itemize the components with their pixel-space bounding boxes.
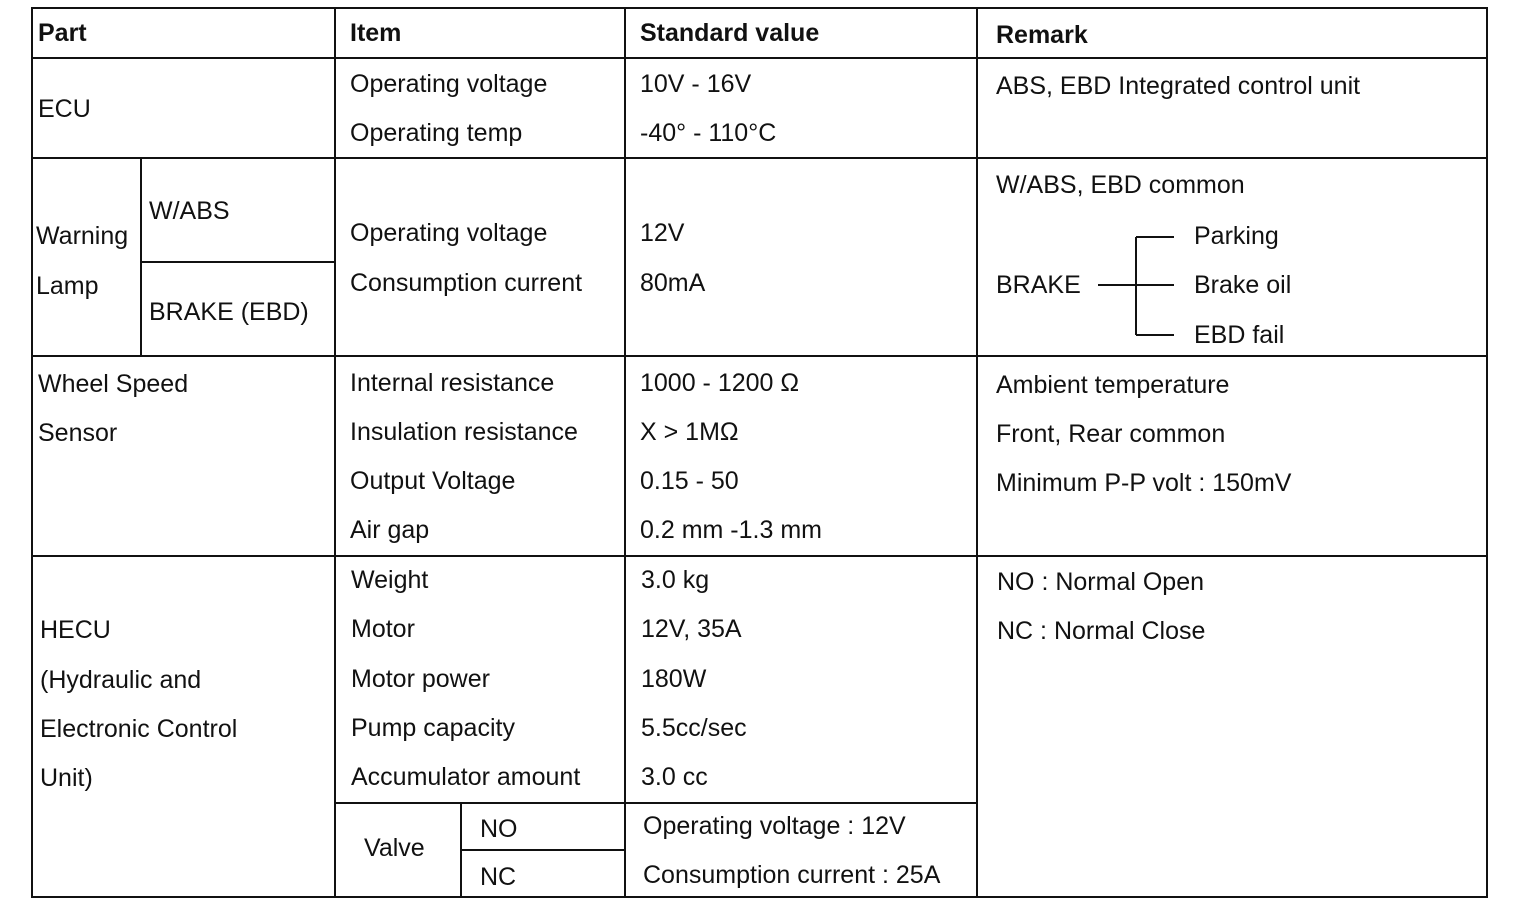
lamp-sub-brake: BRAKE (EBD) — [149, 298, 309, 326]
header-part: Part — [38, 19, 87, 47]
header-item: Item — [350, 19, 402, 47]
hecu-valve-value: Consumption current : 25A — [643, 861, 941, 889]
hecu-part-line: Unit) — [40, 764, 93, 792]
sensor-value: 0.15 - 50 — [640, 467, 739, 495]
ecu-item: Operating voltage — [350, 70, 548, 98]
sensor-value: X > 1MΩ — [640, 418, 739, 446]
lamp-remark-common: W/ABS, EBD common — [996, 171, 1245, 199]
hecu-item: Weight — [351, 566, 429, 594]
lamp-value: 12V — [640, 219, 685, 247]
border-top — [31, 7, 1488, 9]
header-standard-value: Standard value — [640, 19, 820, 47]
sensor-item: Internal resistance — [350, 369, 555, 397]
hecu-part-line: (Hydraulic and — [40, 666, 202, 694]
lamp-sub-row-line — [140, 261, 336, 263]
col-line-remark — [976, 7, 978, 898]
sensor-item: Insulation resistance — [350, 418, 578, 446]
hecu-valve-nc: NC — [480, 863, 517, 891]
sensor-item: Air gap — [350, 516, 430, 544]
lamp-remark-branch-ebd-fail: EBD fail — [1194, 321, 1285, 349]
hecu-value: 180W — [641, 665, 707, 693]
ecu-remark: ABS, EBD Integrated control unit — [996, 72, 1361, 100]
lamp-item: Consumption current — [350, 269, 583, 297]
hecu-valve-no: NO — [480, 815, 518, 843]
valve-no-nc-line — [460, 849, 626, 851]
lamp-part-line2: Lamp — [36, 272, 99, 300]
hecu-value: 3.0 cc — [641, 763, 708, 791]
sensor-item: Output Voltage — [350, 467, 516, 495]
lamp-value: 80mA — [640, 269, 706, 297]
hecu-value: 5.5cc/sec — [641, 714, 747, 742]
col-line-value — [624, 7, 626, 898]
lamp-part-line1: Warning — [36, 222, 129, 250]
sensor-part-line1: Wheel Speed — [38, 370, 189, 398]
ecu-part: ECU — [38, 95, 91, 123]
hecu-remark: NO : Normal Open — [997, 568, 1205, 596]
border-left — [31, 7, 33, 898]
ecu-value: 10V - 16V — [640, 70, 752, 98]
hecu-item: Motor power — [351, 665, 490, 693]
hecu-item: Pump capacity — [351, 714, 515, 742]
hecu-item: Motor — [351, 615, 415, 643]
lamp-item: Operating voltage — [350, 219, 548, 247]
row-line-ecu — [31, 157, 1488, 159]
lamp-sub-wabs: W/ABS — [149, 197, 230, 225]
hecu-valve-value: Operating voltage : 12V — [643, 812, 906, 840]
header-remark: Remark — [996, 21, 1088, 49]
lamp-remark-brake: BRAKE — [996, 271, 1081, 299]
sensor-remark: Ambient temperature — [996, 371, 1230, 399]
sensor-remark: Minimum P-P volt : 150mV — [996, 469, 1292, 497]
sensor-remark: Front, Rear common — [996, 420, 1226, 448]
sensor-part-line2: Sensor — [38, 419, 118, 447]
sensor-value: 1000 - 1200 Ω — [640, 369, 800, 397]
row-line-header — [31, 57, 1488, 59]
hecu-part-line: HECU — [40, 616, 111, 644]
hecu-value: 3.0 kg — [641, 566, 710, 594]
valve-top-line — [334, 802, 978, 804]
ecu-value: -40° - 110°C — [640, 119, 777, 147]
hecu-value: 12V, 35A — [641, 615, 742, 643]
hecu-valve-label: Valve — [364, 834, 425, 862]
row-line-lamp — [31, 355, 1488, 357]
brake-branch-diagram — [1090, 225, 1180, 345]
hecu-part-line: Electronic Control — [40, 715, 238, 743]
ecu-item: Operating temp — [350, 119, 523, 147]
sensor-value: 0.2 mm -1.3 mm — [640, 516, 822, 544]
col-line-item — [334, 7, 336, 898]
hecu-item: Accumulator amount — [351, 763, 581, 791]
lamp-sub-divider — [140, 157, 142, 357]
hecu-remark: NC : Normal Close — [997, 617, 1206, 645]
lamp-remark-branch-parking: Parking — [1194, 222, 1279, 250]
border-bottom — [31, 896, 1488, 898]
lamp-remark-branch-brake-oil: Brake oil — [1194, 271, 1292, 299]
border-right — [1486, 7, 1488, 898]
row-line-sensor — [31, 555, 1488, 557]
